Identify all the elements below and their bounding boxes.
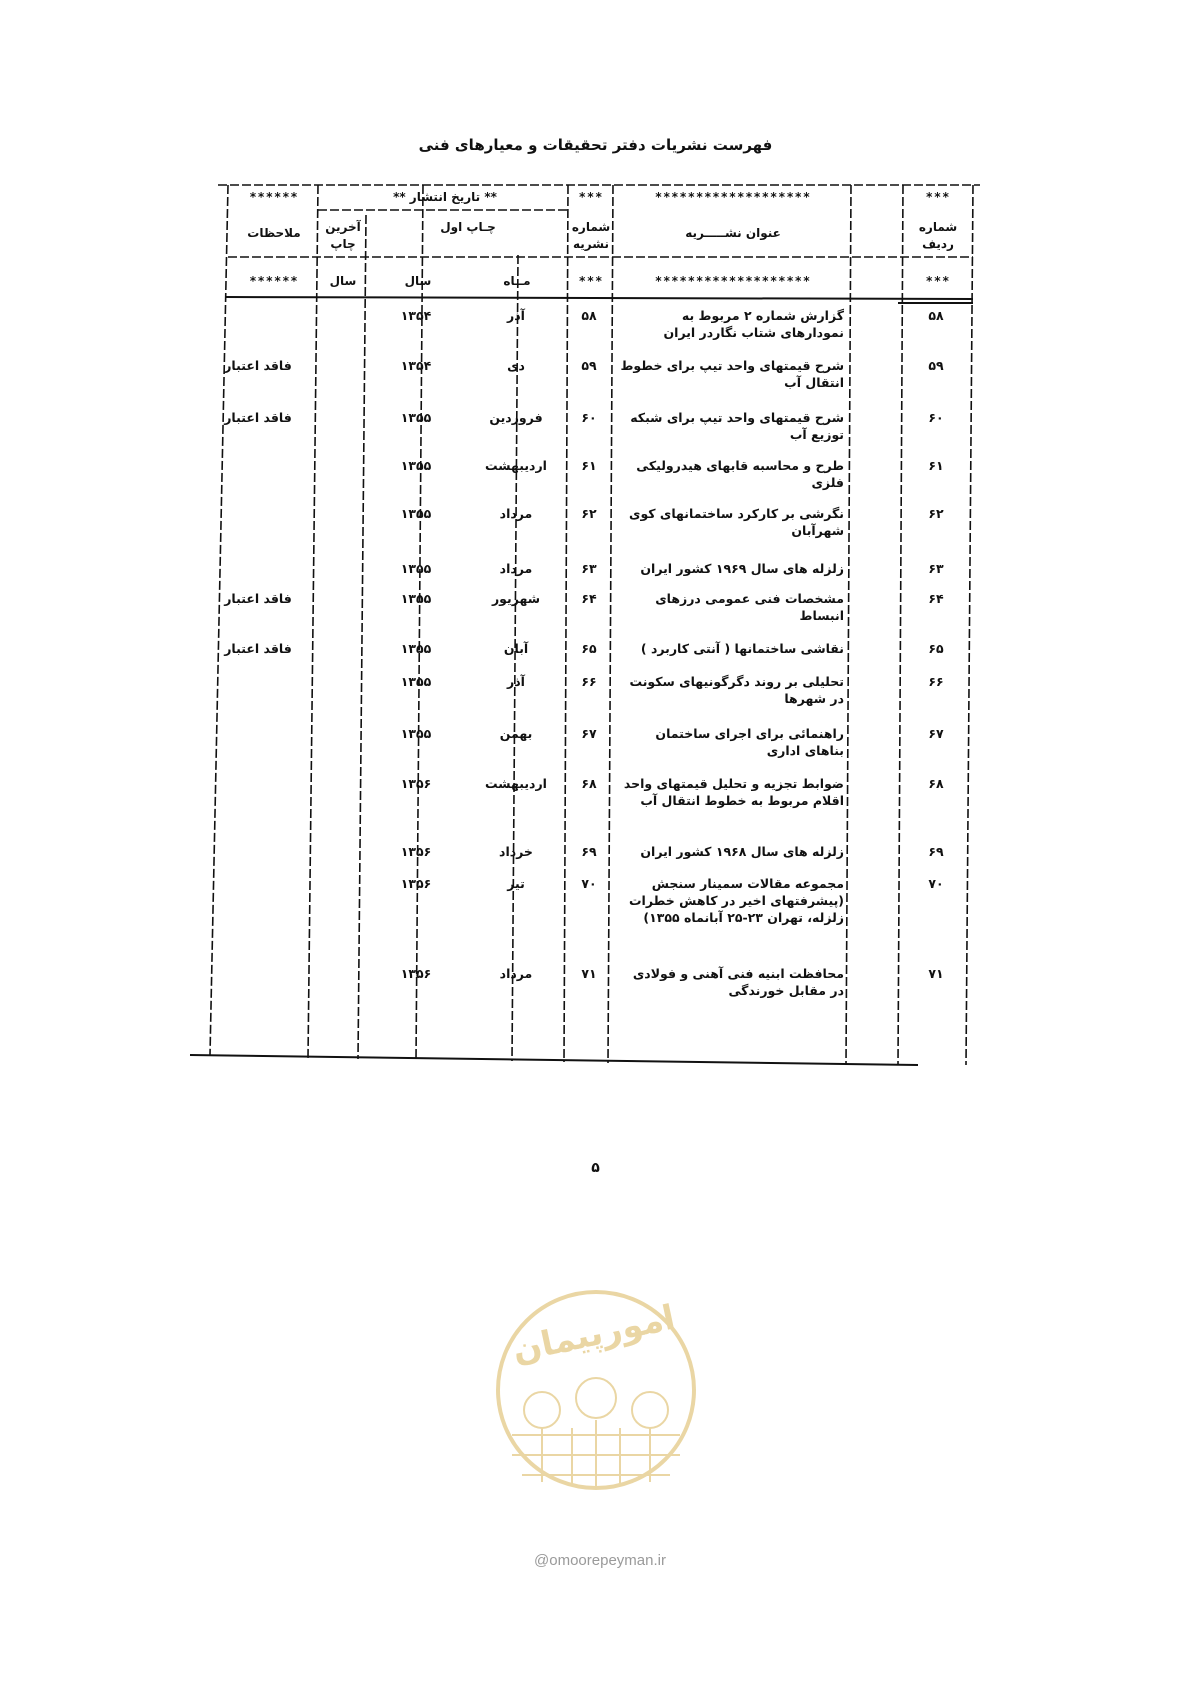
- publish-month: آذر: [507, 674, 525, 689]
- publication-number: ۶۹: [581, 844, 597, 859]
- row-number: ۶۱: [928, 458, 944, 473]
- header-pub-no-stars: ***: [578, 190, 604, 204]
- omoorepeyman-logo-watermark: [492, 1260, 700, 1540]
- header-pub-no-stars-bottom: ***: [578, 274, 604, 288]
- row-number: ۶۶: [928, 674, 944, 689]
- publication-number: ۶۵: [581, 641, 597, 656]
- row-number: ۶۷: [928, 726, 944, 741]
- publish-year: ۱۳۵۶: [400, 876, 432, 891]
- row-number: ۵۹: [928, 358, 944, 373]
- publication-title: نقاشی ساختمانها ( آنتی کاربرد ): [640, 641, 844, 656]
- publish-year: ۱۳۵۶: [400, 844, 432, 859]
- header-pub-no: شماره نشریه: [571, 220, 611, 251]
- document-title: فهرست نشریات دفتر تحقیقات و معیارهای فنی: [418, 136, 773, 154]
- publication-number: ۶۳: [581, 561, 597, 576]
- publication-number: ۶۷: [581, 726, 597, 741]
- publication-number: ۶۲: [581, 506, 597, 521]
- publish-month: آبان: [503, 641, 529, 656]
- publish-year: ۱۳۵۵: [400, 726, 432, 741]
- row-number: ۶۲: [928, 506, 944, 521]
- publication-title: زلزله های سال ۱۹۶۸ کشور ایران: [640, 844, 844, 859]
- row-number: ۶۸: [928, 776, 944, 791]
- row-number: ۶۹: [928, 844, 944, 859]
- header-title: عنوان نشـــــریه: [685, 226, 781, 240]
- row-number: ۵۸: [928, 308, 944, 323]
- publish-year: ۱۳۵۵: [400, 561, 432, 576]
- publication-number: ۷۱: [581, 966, 597, 981]
- publish-year: ۱۳۵۶: [400, 776, 432, 791]
- header-title-stars: *******************: [654, 190, 812, 204]
- header-first-print: چـاپ اول: [440, 220, 496, 234]
- notes: فاقد اعتبار: [224, 358, 292, 373]
- publication-number: ۵۹: [581, 358, 597, 373]
- publish-year: ۱۳۵۵: [400, 410, 432, 425]
- publication-title: گزارش شماره ۲ مربوط به نمودارهای شتاب نگاردر ایران: [663, 308, 844, 340]
- header-year: سال: [404, 274, 432, 288]
- publication-title: ضوابط تجزیه و تحلیل قیمتهای واحد اقلام مربوط به خطوط انتقال آب: [623, 776, 844, 808]
- publish-year: ۱۳۵۵: [400, 506, 432, 521]
- publications-table: [218, 185, 980, 1115]
- publish-year: ۱۳۵۵: [400, 641, 432, 656]
- row-number: ۶۳: [928, 561, 944, 576]
- publication-title: محافظت ابنیه فنی آهنی و فولادی در مقابل خورندگی: [632, 966, 844, 998]
- publish-month: مرداد: [499, 561, 533, 576]
- publish-year: ۱۳۵۵: [400, 591, 432, 606]
- publication-number: ۷۰: [581, 876, 597, 891]
- publication-number: ۶۱: [581, 458, 597, 473]
- publish-month: شهریور: [491, 591, 541, 606]
- header-date-group: ** تاریخ انتشار **: [393, 190, 497, 204]
- notes: فاقد اعتبار: [224, 410, 292, 425]
- publish-month: فروردین: [489, 410, 543, 425]
- publish-year: ۱۳۵۶: [400, 966, 432, 981]
- publish-year: ۱۳۵۴: [400, 308, 432, 323]
- header-notes-stars-top: ******: [249, 190, 299, 204]
- publish-month: آذر: [507, 308, 525, 323]
- publication-title: زلزله های سال ۱۹۶۹ کشور ایران: [640, 561, 844, 576]
- header-row-no: شماره ردیف: [918, 220, 958, 251]
- header-title-stars-bottom: *******************: [654, 274, 812, 288]
- publication-title: مجموعه مقالات سمینار سنجش (پیشرفتهای اخیر در کاهش خطرات زلزله، تهران ۲۳-۲۵ آبانماه ۱۳۵۵): [629, 876, 844, 925]
- notes: فاقد اعتبار: [224, 591, 292, 606]
- publication-title: شرح قیمتهای واحد تیپ برای شبکه توزیع آب: [630, 410, 844, 442]
- publication-title: راهنمائی برای اجرای ساختمان بناهای اداری: [655, 726, 844, 758]
- watermark-url: @omoorepeyman.ir: [534, 1552, 666, 1569]
- header-row-no-stars-bottom: ***: [925, 274, 951, 288]
- publication-title: مشخصات فنی عمومی درزهای انبساط: [655, 591, 844, 623]
- row-number: ۶۰: [928, 410, 944, 425]
- publish-month: مرداد: [499, 966, 533, 981]
- header-row-no-stars: ***: [925, 190, 951, 204]
- publication-title: تحلیلی بر روند دگرگونیهای سکونت در شهرها: [629, 674, 844, 706]
- publish-month: دی: [507, 358, 525, 373]
- header-notes-stars-bottom: ******: [249, 274, 299, 288]
- notes: فاقد اعتبار: [224, 641, 292, 656]
- row-number: ۷۰: [928, 876, 944, 891]
- publication-number: ۶۶: [581, 674, 597, 689]
- publication-number: ۶۸: [581, 776, 597, 791]
- row-number: ۷۱: [928, 966, 944, 981]
- publish-month: اردیبهشت: [485, 776, 547, 791]
- publish-month: اردیبهشت: [485, 458, 547, 473]
- publish-month: تیر: [507, 876, 525, 891]
- publication-title: نگرشی بر کارکرد ساختمانهای کوی شهرآبان: [628, 506, 844, 538]
- header-month: مــاه: [503, 274, 531, 288]
- row-number: ۶۴: [928, 591, 944, 606]
- page-number: ۵: [591, 1160, 600, 1176]
- header-last-print: آخرین چاپ: [325, 220, 361, 251]
- publication-title: شرح قیمتهای واحد تیپ برای خطوط انتقال آب: [620, 358, 844, 390]
- publish-year: ۱۳۵۴: [400, 358, 432, 373]
- publish-year: ۱۳۵۵: [400, 458, 432, 473]
- publish-month: خرداد: [499, 844, 533, 859]
- publication-number: ۶۰: [581, 410, 597, 425]
- publication-number: ۶۴: [581, 591, 597, 606]
- watermark-logo-text: امورپیمان: [508, 1297, 679, 1371]
- header-last-year: سال: [329, 274, 357, 288]
- publish-month: مرداد: [499, 506, 533, 521]
- header-notes: ملاحظات: [247, 226, 301, 240]
- publication-title: طرح و محاسبه قابهای هیدرولیکی فلزی: [636, 458, 844, 490]
- publication-number: ۵۸: [581, 308, 597, 323]
- row-number: ۶۵: [928, 641, 944, 656]
- publish-month: بهمن: [499, 726, 533, 741]
- publish-year: ۱۳۵۵: [400, 674, 432, 689]
